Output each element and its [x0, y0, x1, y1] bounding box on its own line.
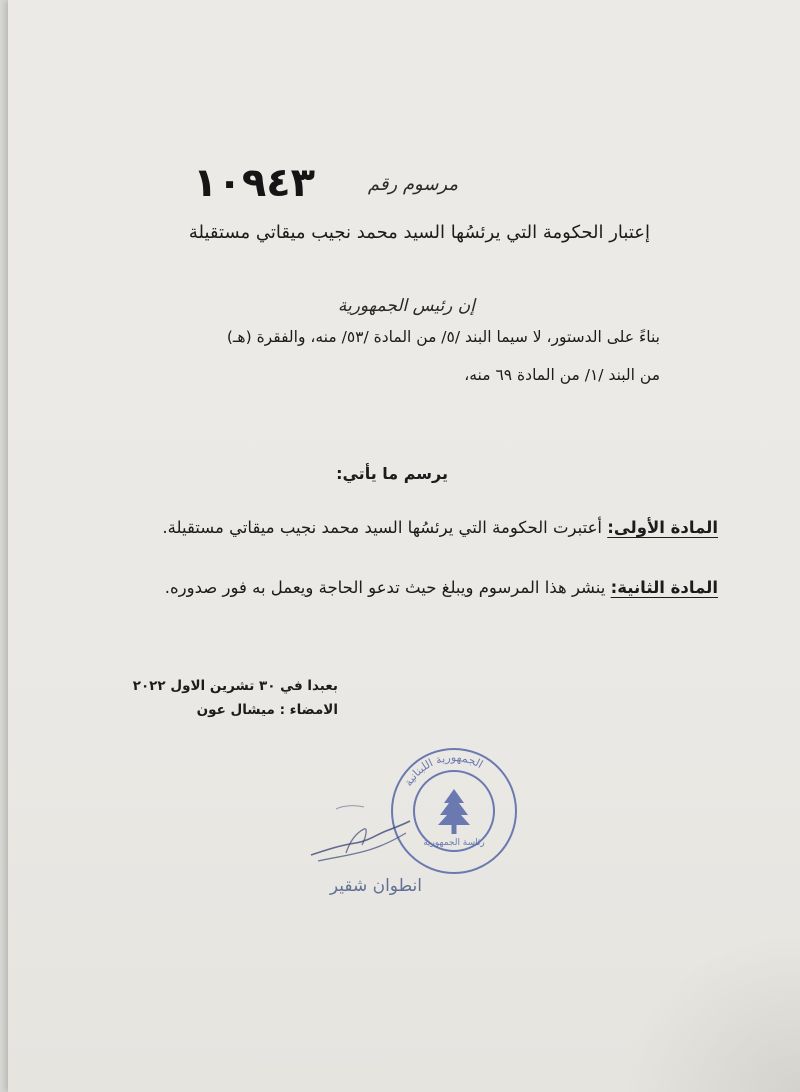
decrees-heading: يرسم ما يأتي: [336, 464, 448, 483]
signature-line: الامضاء : ميشال عون [196, 702, 338, 718]
preamble-basis-line-1: بناءً على الدستور، لا سيما البند /٥/ من المادة /٥٣/ منه، والفقرة (هـ) [226, 328, 660, 346]
page-shadow [620, 932, 800, 1092]
article-1-text: أعتبرت الحكومة التي يرئسُها السيد محمد نجيب ميقاتي مستقيلة. [162, 518, 602, 537]
article-2 [165, 578, 718, 597]
seal-inner-text: رئاسة الجمهورية [423, 838, 485, 848]
article-1 [162, 518, 718, 537]
decree-subject: إعتبار الحكومة التي يرئسُها السيد محمد نجيب ميقاتي مستقيلة [188, 222, 650, 243]
decree-label: مرسوم رقم [367, 174, 458, 195]
countersign-name: انطوان شقير [329, 876, 422, 896]
cedar-emblem-icon [438, 789, 470, 834]
place-date: بعبدا في ٣٠ تشرين الاول ٢٠٢٢ [132, 678, 338, 694]
decree-number: ١٠٩٤٣ [193, 160, 316, 206]
article-2-label: المادة الثانية: [610, 578, 718, 597]
decree-title [193, 160, 458, 210]
article-2-text: ينشر هذا المرسوم ويبلغ حيث تدعو الحاجة ويعمل به فور صدوره. [164, 578, 606, 597]
handwritten-signature [306, 795, 416, 870]
article-1-label: المادة الأولى: [607, 518, 718, 537]
document-page [8, 0, 800, 1092]
preamble-basis-line-2: من البند /١/ من المادة ٦٩ منه، [464, 366, 660, 384]
preamble-president: إن رئيس الجمهورية [337, 296, 475, 316]
seal-ring-text: الجمهورية اللبنانية [401, 750, 486, 789]
